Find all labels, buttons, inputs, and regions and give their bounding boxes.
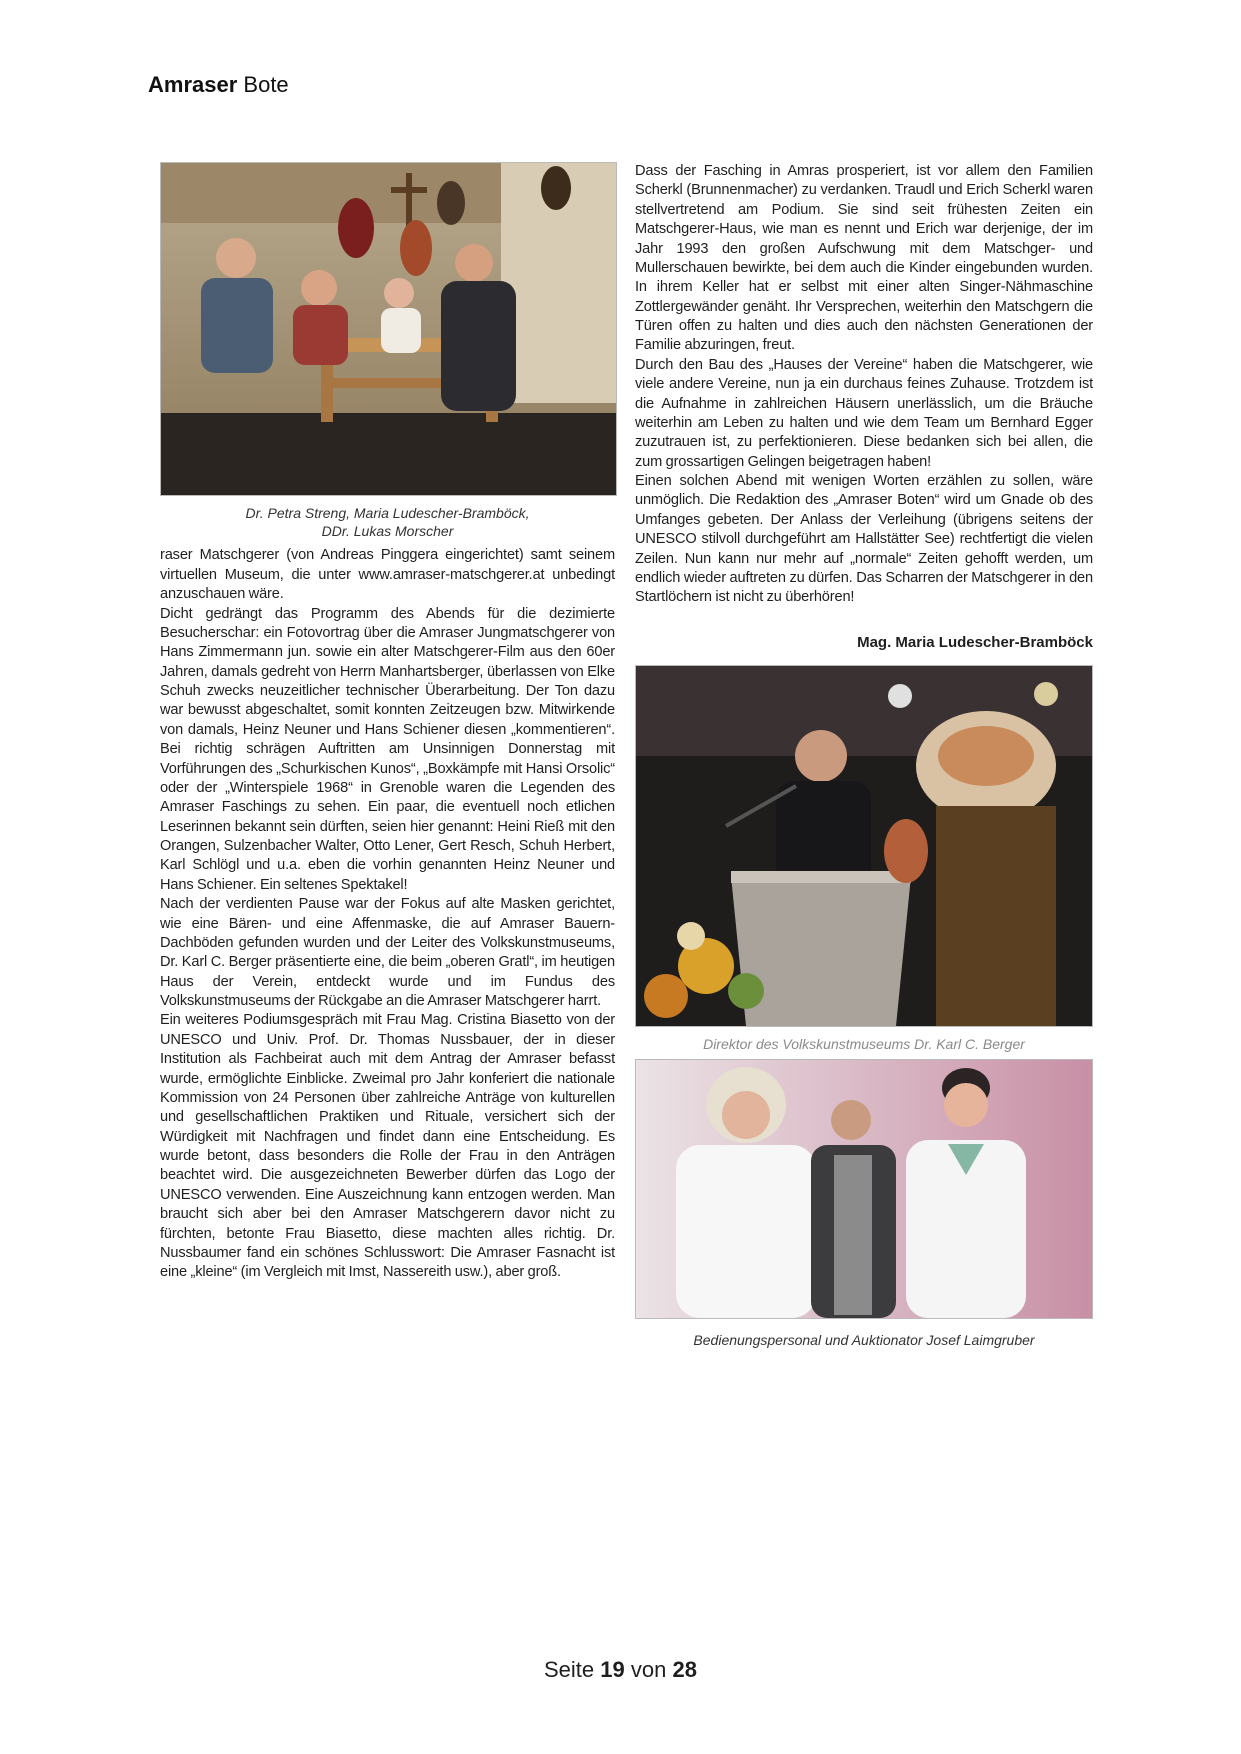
footer-prefix: Seite bbox=[544, 1657, 595, 1682]
masthead-rest: Bote bbox=[243, 72, 289, 97]
podium-photo-image bbox=[161, 163, 616, 495]
podium-caption-line2: DDr. Lukas Morscher bbox=[321, 523, 454, 540]
speaker-photo-image bbox=[636, 666, 1092, 1026]
left-paragraph-4: Ein weiteres Podiumsgespräch mit Frau Mag. Cristina Biasetto von der UNESCO und Univ. Prof. Dr. Thomas Nussbauer, der in dieser Institution als Fachbeirat auch mit dem Antrag der Amraser befasst wurde, ermöglichte Einblicke. Zweimal pro Jahr konferiert die nationale Kommission von 24 Personen über zahlreiche Anträge von kulturellen und gesellschaftlichen Praktiken und Rituale, versichert sich der Würdigkeit mit Nachfragen und findet dann eine Entscheidung. Es wurde betont, dass besonders die Rolle der Frau in den Anträgen beachtet wird. Die ausgezeichneten Bewerber dürfen das Logo der UNESCO verwenden. Eine Auszeichnung kann entzogen werden. Man braucht sich aber bei den Amraser Matschgerern davor nicht zu fürchten, betonte Frau Biasetto, diese machten alles richtig. Dr. Nussbaumer fand ein schönes Schlusswort: Die Amraser Fasnacht ist eine „kleine“ (im Vergleich mit Imst, Nassereith usw.), aber groß. bbox=[160, 1012, 615, 1281]
right-paragraph-2: Durch den Bau des „Hauses der Vereine“ haben die Matschgerer, wie viele andere Vereine, nun ja ein durchaus feines Zuhause. Trotzdem ist die Aufnahme in zahlreichen Häusern unerlässlich, um die Bräuche weiterhin am Leben zu halten und wie dem Team um Bernhard Egger zuzutrauen ist, zu perfektionieren. Diese bedanken sich bei allen, die zum grossartigen Gelingen beigetragen haben! bbox=[635, 356, 1093, 470]
podium-caption bbox=[160, 504, 615, 540]
right-paragraph-3: Einen solchen Abend mit wenigen Worten erzählen zu sollen, wäre unmöglich. Die Redaktion des „Amraser Boten“ wird um Gnade ob des Umfanges gebeten. Der Anlass der Verleihung (übrigens seitens der UNESCO stilvoll durchgeführt am Hallstätter See) rechtfertigt die vielen Zeilen. Nun kann nur mehr auf „normale“ Zeiten gehofft werden, um endlich wieder auftreten zu dürfen. Das Scharren der Matschgerer in den Startlöchern ist nicht zu überhören! bbox=[635, 473, 1093, 606]
author-signature: Mag. Maria Ludescher-Bramböck bbox=[857, 633, 1093, 651]
left-paragraph-3: Nach der verdienten Pause war der Fokus auf alte Masken gerichtet, wie eine Bären- und eine Affenmaske, die auf Amraser Bauern-Dachböden gefunden wurden und der Leiter des Volkskunstmuseums, Dr. Karl C. Berger präsentierte eine, die beim „oberen Gratl“, im heutigen Haus der Verein, entdeckt wurde und im Fundus des Volkskunstmuseums der Rückgabe an die Amraser Matschgerer harrt. bbox=[160, 896, 615, 1009]
masthead-bold: Amraser bbox=[148, 72, 238, 97]
speaker-caption: Direktor des Volkskunstmuseums Dr. Karl C. Berger bbox=[703, 1035, 1025, 1052]
footer-total-pages: 28 bbox=[672, 1657, 697, 1682]
footer-middle: von bbox=[630, 1657, 667, 1682]
podium-photo bbox=[160, 162, 617, 496]
left-paragraph-1: raser Matschgerer (von Andreas Pinggera eingerichtet) samt seinem virtuellen Museum, die unter www.amraser-matschgerer.at unbedingt anzuschauen wäre. bbox=[160, 547, 615, 603]
left-column bbox=[160, 162, 615, 1283]
right-paragraph-1: Dass der Fasching in Amras prosperiert, ist vor allem den Familien Scherkl (Brunnenmacher) zu verdanken. Traudl und Erich Scherkl waren stellvertretend am Podium. Sie sind seit frühesten Zeiten ein Matschgerer-Haus, wie man es nennt und Erich war derjenige, der im Jahr 1993 den großen Aufschwung mit dem Matschger- und Mullerschauen bewirkte, bei dem auch die Kinder eingebunden wurden. In ihrem Keller hat er selbst mit einer alten Singer-Nähmaschine Zottlergewänder genäht. Ihr Versprechen, weiterhin den Matschgern die Türen offen zu halten und dies auch den nächsten Generationen der Familie abzuringen, freut. bbox=[635, 163, 1093, 354]
masthead bbox=[148, 72, 289, 98]
right-column bbox=[635, 162, 1093, 1355]
left-paragraph-2: Dicht gedrängt das Programm des Abends für die dezimierte Besucherschar: ein Fotovortrag über die Amraser Jungmatschgerer von Hans Zimmermann jun. sowie ein alter Matschgerer-Film aus den 60er Jahren, damals gedreht von Herrn Manhartsberger, überlassen von Elke Schuh zwecks neuzeitlicher technischer Überarbeitung. Der Ton dazu war bewusst abgeschaltet, somit konnten Zeitzeugen bzw. Mitwirkende von damals, Heinz Neuner und Hans Schiener diesen „kommentieren“. Bei richtig schrägen Auftritten am Unsinnigen Donnerstag mit Vorführungen des „Schurkischen Kunos“, „Boxkämpfe mit Hansi Orsolic“ oder der „Winterspiele 1968“ in Grenoble waren die Legenden des Amraser Faschings zu sehen. Ein paar, die eventuell noch etlichen Leserinnen bekannt sein dürften, seien hier genannt: Heini Rieß mit den Orangen, Sulzenbacher Walter, Otto Lener, Gert Resch, Schuh Herbert, Karl Schlögl und u.a. eben die vorhin genannten Heinz Neuner und Hans Schiener. Ein seltenes Spektakel! bbox=[160, 605, 615, 893]
group-caption: Bedienungspersonal und Auktionator Josef Laimgruber bbox=[693, 1331, 1035, 1348]
footer-page-number: 19 bbox=[600, 1657, 625, 1682]
speaker-photo bbox=[635, 665, 1093, 1027]
page-footer bbox=[0, 1657, 1241, 1683]
group-photo-image bbox=[636, 1060, 1092, 1318]
podium-caption-line1: Dr. Petra Streng, Maria Ludescher-Bramböck, bbox=[245, 505, 530, 521]
group-photo bbox=[635, 1059, 1093, 1319]
